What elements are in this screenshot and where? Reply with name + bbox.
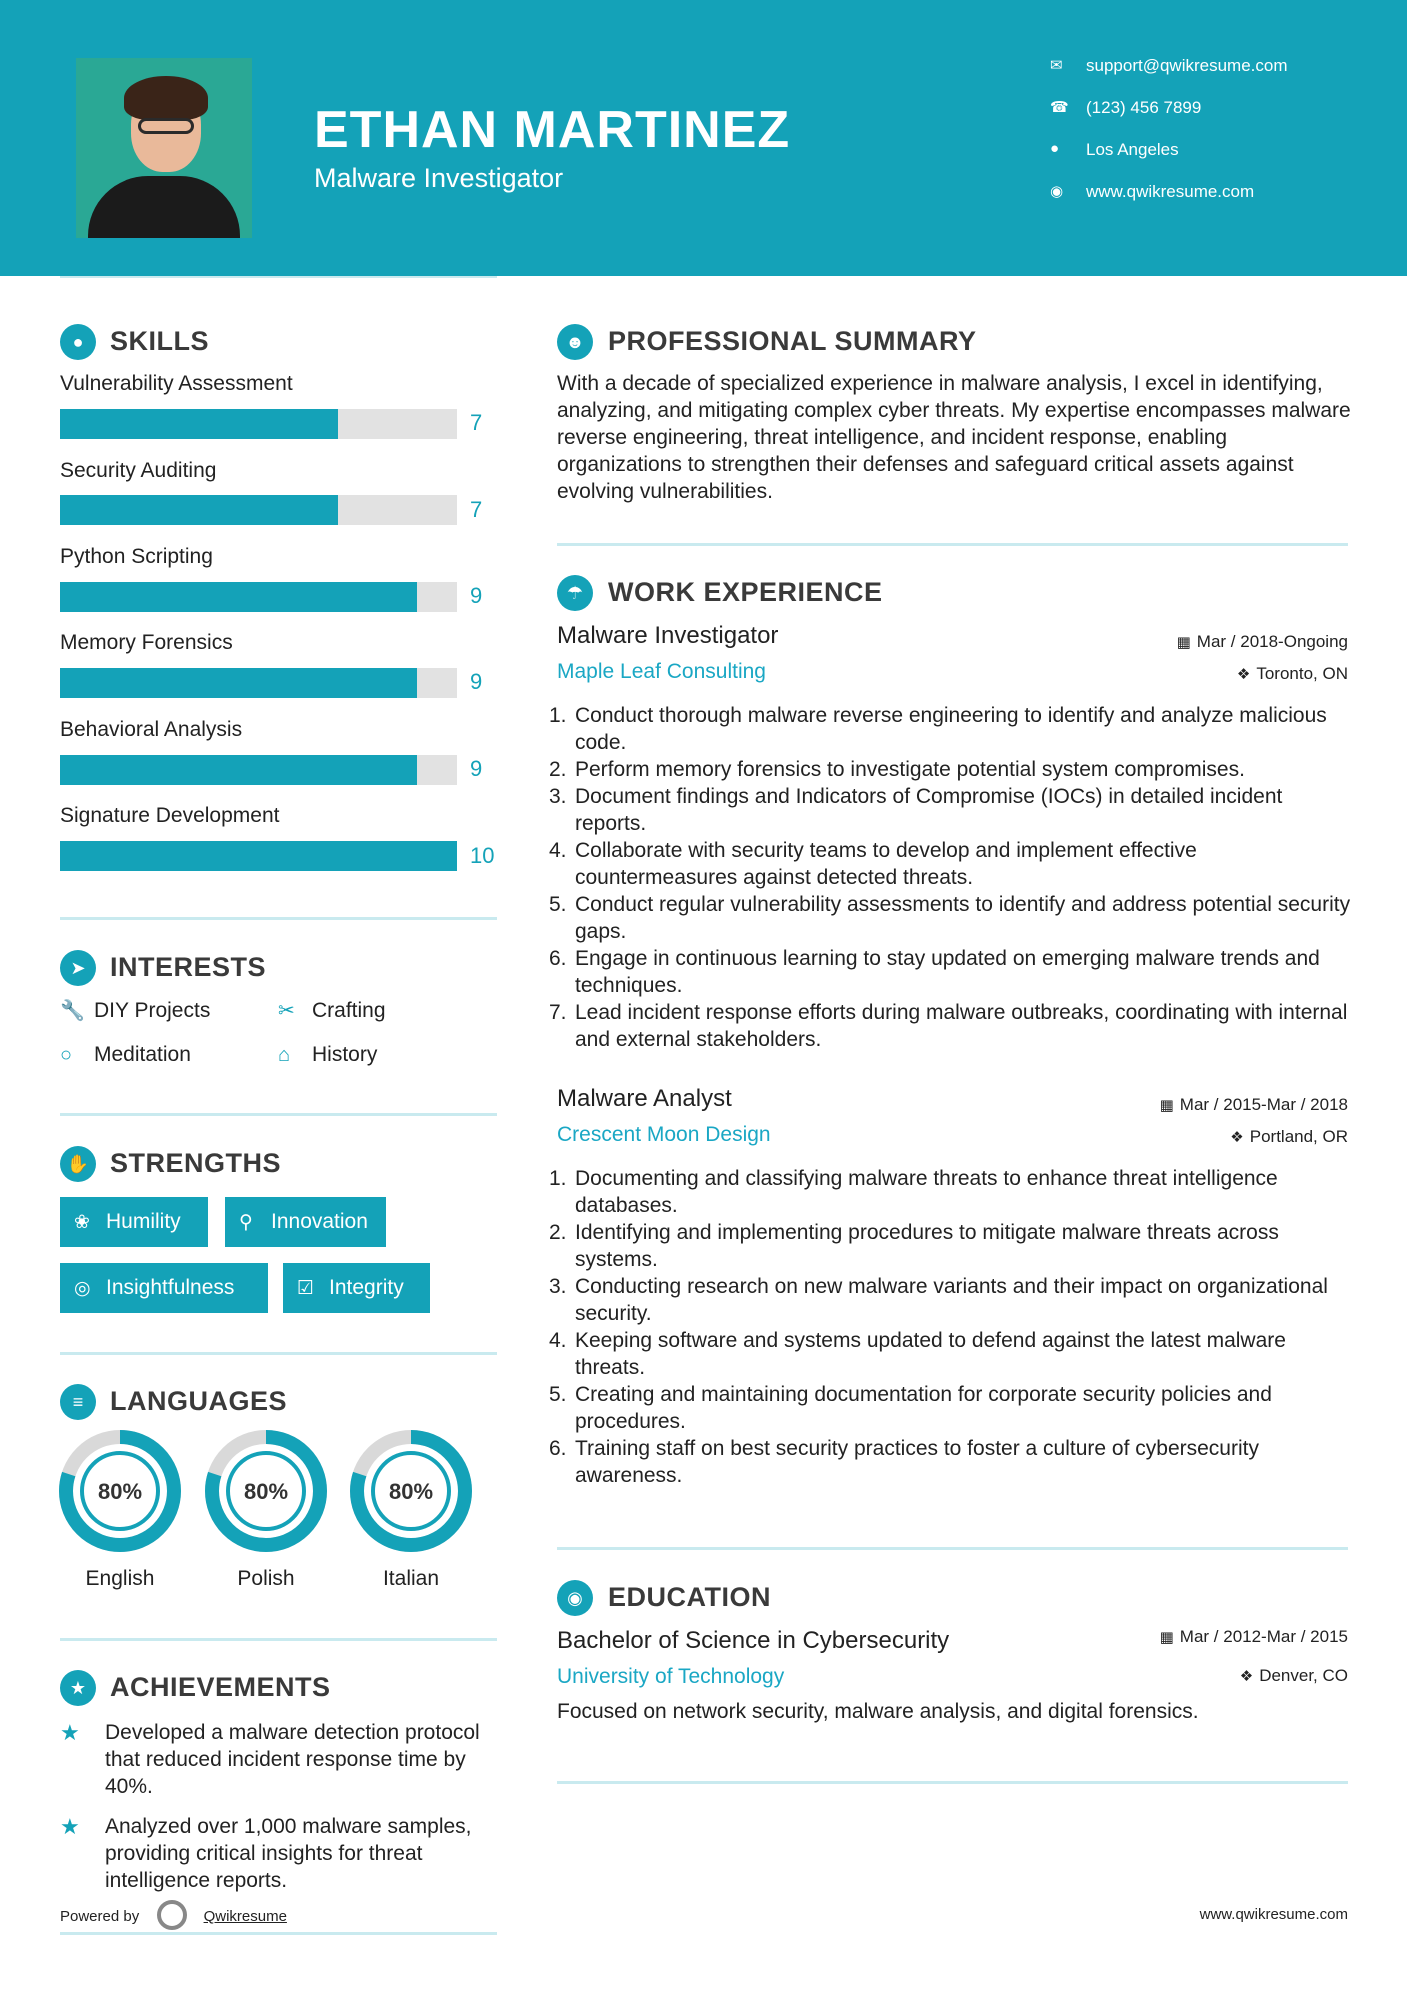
- bullet-text: Document findings and Indicators of Compromise (IOCs) in detailed incident reports.: [575, 785, 1283, 835]
- bullet-number: 4.: [549, 839, 567, 862]
- achievements-heading: ACHIEVEMENTS: [110, 1672, 331, 1702]
- languages-heading: LANGUAGES: [110, 1386, 288, 1416]
- bullet-text: Creating and maintaining documentation for corporate security policies and procedures.: [575, 1383, 1272, 1433]
- bullet-text: Lead incident response efforts during malware outbreaks, coordinating with internal and external stakeholders.: [575, 1001, 1348, 1051]
- skill-value: 9: [470, 756, 483, 781]
- user-icon: ☻: [557, 324, 593, 360]
- skill-bar-fill: [60, 841, 457, 871]
- strength-tag: [283, 1263, 430, 1313]
- language-donut: [349, 1429, 473, 1553]
- leaf-icon: ❀: [74, 1212, 90, 1233]
- bullet-number: 5.: [549, 893, 567, 916]
- achievement-item: [60, 1813, 500, 1894]
- job-location-text: Portland, OR: [1249, 1127, 1348, 1146]
- job-bullet: [549, 1435, 1357, 1489]
- contact-website-text: www.qwikresume.com: [1086, 182, 1255, 201]
- skill-label: Security Auditing: [60, 459, 217, 482]
- skill-bar-fill: [60, 582, 417, 612]
- job-company: Maple Leaf Consulting: [557, 660, 766, 683]
- contact-phone-text: (123) 456 7899: [1086, 98, 1202, 117]
- bullet-number: 2.: [549, 758, 567, 781]
- skill-bar-track: [60, 582, 457, 612]
- job-bullet: [549, 783, 1357, 837]
- education-location-text: Denver, CO: [1259, 1666, 1348, 1685]
- contact-email[interactable]: [1050, 56, 1288, 98]
- photo-shirt: [88, 176, 240, 238]
- education-date-text: Mar / 2012-Mar / 2015: [1179, 1627, 1348, 1646]
- contact-list: [1050, 56, 1288, 224]
- skill-value: 10: [470, 843, 495, 868]
- museum-icon: ⌂: [278, 1044, 291, 1066]
- contact-email-text: support@qwikresume.com: [1086, 56, 1288, 75]
- hand-icon: ✋: [60, 1146, 96, 1182]
- section-divider: [60, 1352, 497, 1355]
- language-icon: ≡: [60, 1384, 96, 1420]
- job-date-text: Mar / 2015-Mar / 2018: [1179, 1095, 1348, 1114]
- bullet-text: Collaborate with security teams to develop and implement effective countermeasures against detected threats.: [575, 839, 1197, 889]
- job-date: [1177, 632, 1348, 652]
- bullet-text: Keeping software and systems updated to defend against the latest malware threats.: [575, 1329, 1286, 1379]
- language-item: [349, 1429, 473, 1591]
- skill-bar-fill: [60, 668, 417, 698]
- contact-location-text: Los Angeles: [1086, 140, 1179, 159]
- interest-item: [278, 998, 386, 1023]
- paper-plane-icon: ➤: [60, 950, 96, 986]
- strength-tag: [60, 1263, 268, 1313]
- education-school: University of Technology: [557, 1665, 785, 1688]
- bullet-text: Training staff on best security practices to foster a culture of cybersecurity awareness.: [575, 1437, 1259, 1487]
- star-badge-icon: ★: [60, 1670, 96, 1706]
- job-bullet: [549, 945, 1357, 999]
- bullet-number: 1.: [549, 1167, 567, 1190]
- bullet-text: Conducting research on new malware variants and their impact on organizational security.: [575, 1275, 1328, 1325]
- skill-label: Vulnerability Assessment: [60, 372, 293, 395]
- graduate-icon: ◉: [557, 1580, 593, 1616]
- job-bullet: [549, 1327, 1357, 1381]
- job-title: Malware Analyst: [557, 1085, 732, 1112]
- contact-phone[interactable]: [1050, 98, 1288, 140]
- qwikresume-link[interactable]: Qwikresume: [203, 1907, 287, 1925]
- interest-label: Crafting: [312, 999, 386, 1022]
- language-name: Italian: [382, 1567, 440, 1590]
- language-name: English: [85, 1567, 155, 1590]
- language-percent: 80%: [243, 1479, 289, 1504]
- scissors-icon: ✂: [278, 1000, 295, 1022]
- job-bullet: [549, 1381, 1357, 1435]
- job-bullet: [549, 1165, 1357, 1219]
- powered-by: [60, 1902, 287, 1932]
- strength-label: Insightfulness: [106, 1276, 235, 1299]
- bullet-number: 5.: [549, 1383, 567, 1406]
- language-donut: [204, 1429, 328, 1553]
- bullet-text: Documenting and classifying malware threats to enhance threat intelligence databases.: [575, 1167, 1278, 1217]
- interests-heading: INTERESTS: [110, 952, 267, 982]
- check-square-icon: ☑: [297, 1278, 315, 1299]
- job-bullets: [549, 1165, 1357, 1489]
- resume-header: [0, 0, 1407, 276]
- globe-icon: ◉: [1050, 183, 1064, 200]
- footer-website[interactable]: www.qwikresume.com: [1199, 1906, 1348, 1923]
- candidate-title: Malware Investigator: [314, 163, 564, 193]
- bullet-number: 1.: [549, 704, 567, 727]
- star-icon: ★: [60, 1720, 80, 1745]
- strength-tag: [60, 1197, 208, 1247]
- job-bullets: [549, 702, 1357, 1053]
- language-name: Polish: [237, 1567, 295, 1590]
- wrench-icon: 🔧: [60, 1000, 85, 1022]
- strength-label: Integrity: [329, 1276, 404, 1299]
- skill-value: 7: [470, 497, 483, 522]
- bullet-text: Conduct thorough malware reverse engineering to identify and analyze malicious code.: [575, 704, 1327, 754]
- job-bullet: [549, 1273, 1357, 1327]
- strength-label: Innovation: [271, 1210, 368, 1233]
- qwikresume-logo-icon: [157, 1900, 187, 1930]
- pin-icon: ❖: [1236, 666, 1251, 683]
- job-bullet: [549, 756, 1357, 783]
- education-date: [1160, 1627, 1348, 1647]
- job-location-text: Toronto, ON: [1256, 664, 1348, 683]
- summary-heading: PROFESSIONAL SUMMARY: [608, 326, 977, 356]
- skill-bar-track: [60, 755, 457, 785]
- skill-bar-track: [60, 495, 457, 525]
- education-location: [1240, 1666, 1348, 1686]
- achievement-text: Analyzed over 1,000 malware samples, providing critical insights for threat intelligence reports.: [105, 1815, 472, 1892]
- interest-label: DIY Projects: [94, 999, 211, 1022]
- strength-label: Humility: [106, 1210, 181, 1233]
- skill-bar-track: [60, 841, 457, 871]
- job-bullet: [549, 999, 1357, 1053]
- bullet-number: 4.: [549, 1329, 567, 1352]
- pin-icon: ❖: [1230, 1129, 1244, 1146]
- job-bullet: [549, 702, 1357, 756]
- education-heading: EDUCATION: [608, 1582, 771, 1612]
- header-divider: [60, 276, 497, 278]
- interest-item: [278, 1043, 377, 1067]
- section-divider: [557, 543, 1348, 546]
- briefcase-user-icon: ☂: [557, 575, 593, 611]
- job-bullet: [549, 891, 1357, 945]
- interest-label: History: [312, 1043, 378, 1066]
- bullet-text: Perform memory forensics to investigate potential system compromises.: [575, 758, 1245, 781]
- skill-bar-track: [60, 409, 457, 439]
- skill-label: Memory Forensics: [60, 631, 233, 654]
- interest-item: [60, 1043, 191, 1067]
- language-percent: 80%: [388, 1479, 434, 1504]
- map-pin-icon: ●: [1050, 140, 1060, 157]
- strengths-heading: STRENGTHS: [110, 1148, 282, 1178]
- job-location: [1237, 664, 1348, 684]
- interest-label: Meditation: [94, 1043, 191, 1066]
- bullet-text: Engage in continuous learning to stay updated on emerging malware trends and techniques.: [575, 947, 1320, 997]
- pin-icon: ❖: [1239, 1668, 1254, 1685]
- skill-bar-fill: [60, 495, 338, 525]
- candidate-name: ETHAN MARTINEZ: [314, 101, 791, 159]
- job-company: Crescent Moon Design: [557, 1123, 771, 1146]
- calendar-icon: ▦: [1176, 634, 1191, 651]
- language-item: [58, 1429, 182, 1591]
- star-icon: ★: [60, 1814, 80, 1839]
- envelope-icon: ✉: [1050, 57, 1063, 74]
- job-date: [1160, 1095, 1348, 1115]
- skill-bar-fill: [60, 755, 417, 785]
- skill-bar-track: [60, 668, 457, 698]
- job-bullet: [549, 837, 1357, 891]
- phone-icon: ☎: [1050, 99, 1069, 116]
- calendar-icon: ▦: [1159, 1629, 1174, 1646]
- bullet-number: 2.: [549, 1221, 567, 1244]
- section-divider: [60, 1638, 497, 1641]
- experience-heading: WORK EXPERIENCE: [608, 577, 883, 607]
- skill-value: 7: [470, 410, 483, 435]
- skill-label: Python Scripting: [60, 545, 213, 568]
- bullet-number: 6.: [549, 1437, 567, 1460]
- contact-website[interactable]: [1050, 182, 1288, 224]
- profile-photo: [76, 58, 252, 238]
- bullet-number: 3.: [549, 785, 567, 808]
- skill-value: 9: [470, 583, 483, 608]
- section-divider: [60, 1113, 497, 1116]
- calendar-icon: ▦: [1159, 1097, 1174, 1114]
- language-item: [204, 1429, 328, 1591]
- lightbulb-icon: ●: [60, 324, 96, 360]
- skills-heading: SKILLS: [110, 326, 210, 356]
- bullet-text: Identifying and implementing procedures to mitigate malware threats across systems.: [575, 1221, 1279, 1271]
- skill-value: 9: [470, 669, 483, 694]
- bullet-text: Conduct regular vulnerability assessments to identify and address potential security gaps.: [575, 893, 1351, 943]
- achievement-text: Developed a malware detection protocol that reduced incident response time by 40%.: [105, 1721, 480, 1798]
- achievement-item: [60, 1719, 500, 1800]
- summary-text: With a decade of specialized experience in malware analysis, I excel in identifying, analyzing, and mitigating complex cyber threats. My expertise encompasses malware reverse engineering, threat intelligence, and incident response, enabling organizations to strengthen their defenses and safeguard critical assets against evolving vulnerabilities.: [557, 372, 1351, 503]
- job-title: Malware Investigator: [557, 622, 779, 649]
- section-divider: [557, 1781, 1348, 1784]
- photo-hair: [124, 76, 208, 120]
- education-description: Focused on network security, malware analysis, and digital forensics.: [557, 1700, 1199, 1723]
- job-bullet: [549, 1219, 1357, 1273]
- job-location: [1230, 1127, 1348, 1147]
- circle-icon: ○: [60, 1044, 73, 1066]
- language-donut: [58, 1429, 182, 1553]
- bullet-number: 6.: [549, 947, 567, 970]
- lightbulb-icon: ⚲: [239, 1212, 253, 1233]
- skill-label: Behavioral Analysis: [60, 718, 243, 741]
- bullet-number: 3.: [549, 1275, 567, 1298]
- powered-by-label: Powered by: [60, 1907, 140, 1925]
- photo-glasses: [138, 118, 194, 134]
- job-date-text: Mar / 2018-Ongoing: [1196, 632, 1348, 651]
- bullet-number: 7.: [549, 1001, 567, 1024]
- strength-tag: [225, 1197, 386, 1247]
- contact-location: [1050, 140, 1288, 182]
- eye-icon: ◎: [74, 1278, 91, 1299]
- skill-bar-fill: [60, 409, 338, 439]
- interest-item: [60, 998, 210, 1023]
- footer-divider: [60, 1932, 497, 1935]
- education-degree: Bachelor of Science in Cybersecurity: [557, 1627, 950, 1654]
- language-percent: 80%: [97, 1479, 143, 1504]
- section-divider: [60, 917, 497, 920]
- section-divider: [557, 1547, 1348, 1550]
- skill-label: Signature Development: [60, 804, 280, 827]
